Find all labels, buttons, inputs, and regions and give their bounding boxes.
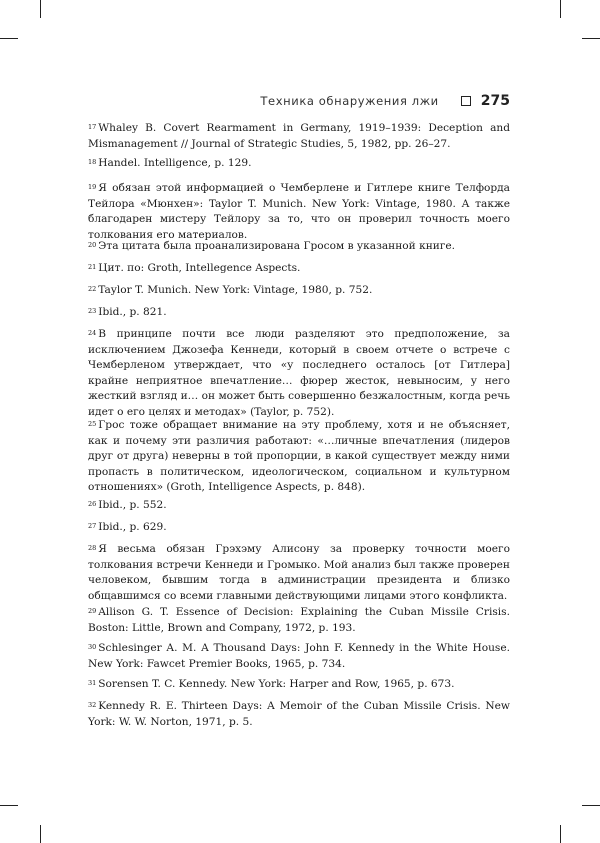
footnote-text: Handel. Intelligence, p. 129.	[98, 157, 252, 169]
square-icon	[461, 96, 471, 106]
running-title: Техника обнаружения лжи	[260, 94, 439, 108]
page-number: 275	[480, 93, 510, 109]
footnote-text: Эта цитата была проанализирована Гросом в указанной книге.	[98, 240, 456, 252]
crop-mark	[582, 38, 600, 39]
footnote-number: 26	[88, 500, 97, 508]
footnote-text: Schlesinger A. M. A Thousand Days: John F. Kennedy in the White House. New York: Fawcet Premier Books, 1965, p. 734.	[88, 642, 510, 670]
footnote	[88, 305, 510, 321]
footnote-text: Kennedy R. E. Thirteen Days: A Memoir of the Cuban Missile Crisis. New York: W. W. Norton, 1971, p. 5.	[88, 700, 510, 728]
crop-mark	[560, 825, 561, 843]
footnote	[88, 418, 510, 496]
footnote-number: 22	[88, 285, 97, 293]
footnote-number: 29	[88, 607, 97, 615]
footnote-text: Whaley B. Covert Rearmament in Germany, 1919–1939: Deception and Mismanagement // Journal of Strategic Studies, 5, 1982, pp. 26–27.	[88, 122, 510, 150]
footnote-text: Allison G. T. Essence of Decision: Explaining the Cuban Missile Crisis. Boston: Little, Brown and Company, 1972, p. 193.	[88, 606, 510, 634]
footnote	[88, 498, 510, 514]
footnote-number: 18	[88, 158, 97, 166]
footnote-number: 25	[88, 420, 97, 428]
footnote-text: В принципе почти все люди разделяют это предположение, за исключением Джозефа Кеннеди, который в своем отчете о встрече с Чемберленом утверждает, что «у последнего осталось [от Гитлера] крайне неприятное впечатление… фюрер жесток, невыносим, у него жесткий взгляд и… он может быть совершенно безжалостным, когда речь идет о его целях и методах» (Taylor, p. 752).	[88, 328, 510, 418]
footnote	[88, 699, 510, 730]
footnote-number: 27	[88, 522, 97, 530]
footnote-number: 30	[88, 643, 97, 651]
footnote	[88, 181, 510, 243]
footnote	[88, 261, 510, 277]
footnote-text: Sorensen T. C. Kennedy. New York: Harper and Row, 1965, p. 673.	[98, 678, 455, 690]
footnote-text: Ibid., p. 629.	[98, 521, 167, 533]
crop-mark	[0, 805, 18, 806]
crop-mark	[40, 825, 41, 843]
footnote	[88, 520, 510, 536]
footnote-number: 23	[88, 307, 97, 315]
footnote-text: Я обязан этой информацией о Чемберлене и Гитлере книге Телфорда Тейлора «Мюнхен»: Taylor T. Munich. New York: Vintage, 1980. А также благодарен мистеру Тейлору за то, что он проверил точность моего толкования его материалов.	[88, 182, 510, 241]
footnote-number: 31	[88, 679, 97, 687]
footnote-number: 24	[88, 329, 97, 337]
crop-mark	[560, 0, 561, 18]
footnote	[88, 542, 510, 604]
footnote	[88, 641, 510, 672]
footnote-text: Грос тоже обращает внимание на эту проблему, хотя и не объясняет, как и почему эти различия работают: «…личные впечатления (лидеров друг от друга) неверны в той пропорции, в какой существует между ними пропасть в политическом, идеологическом, социальном и культурном отношениях» (Groth, Intelligence Aspects, p. 848).	[88, 419, 510, 493]
footnote	[88, 156, 510, 172]
footnote	[88, 677, 510, 693]
footnote-text: Я весьма обязан Грэхэму Алисону за проверку точности моего толкования встречи Кеннеди и Громыко. Мой анализ был также проверен человеком, бывшим тогда в администрации президента и близко общавшимся со всеми главными действующими лицами этого конфликта.	[88, 543, 510, 602]
footnote-number: 32	[88, 701, 97, 709]
footnote	[88, 605, 510, 636]
crop-mark	[582, 805, 600, 806]
crop-mark	[40, 0, 41, 18]
crop-mark	[0, 38, 18, 39]
footnote	[88, 283, 510, 299]
footnote-text: Taylor T. Munich. New York: Vintage, 1980, p. 752.	[98, 284, 373, 296]
footnote	[88, 327, 510, 420]
footnote-number: 28	[88, 544, 97, 552]
footnote-number: 17	[88, 123, 97, 131]
running-header	[260, 93, 510, 109]
footnote-text: Ibid., p. 821.	[98, 306, 167, 318]
footnote-text: Цит. по: Groth, Intellegence Aspects.	[98, 262, 301, 274]
footnote-text: Ibid., p. 552.	[98, 499, 167, 511]
footnote	[88, 121, 510, 152]
footnote-number: 20	[88, 241, 97, 249]
footnote-number: 19	[88, 183, 97, 191]
footnote	[88, 239, 510, 255]
footnote-number: 21	[88, 263, 97, 271]
